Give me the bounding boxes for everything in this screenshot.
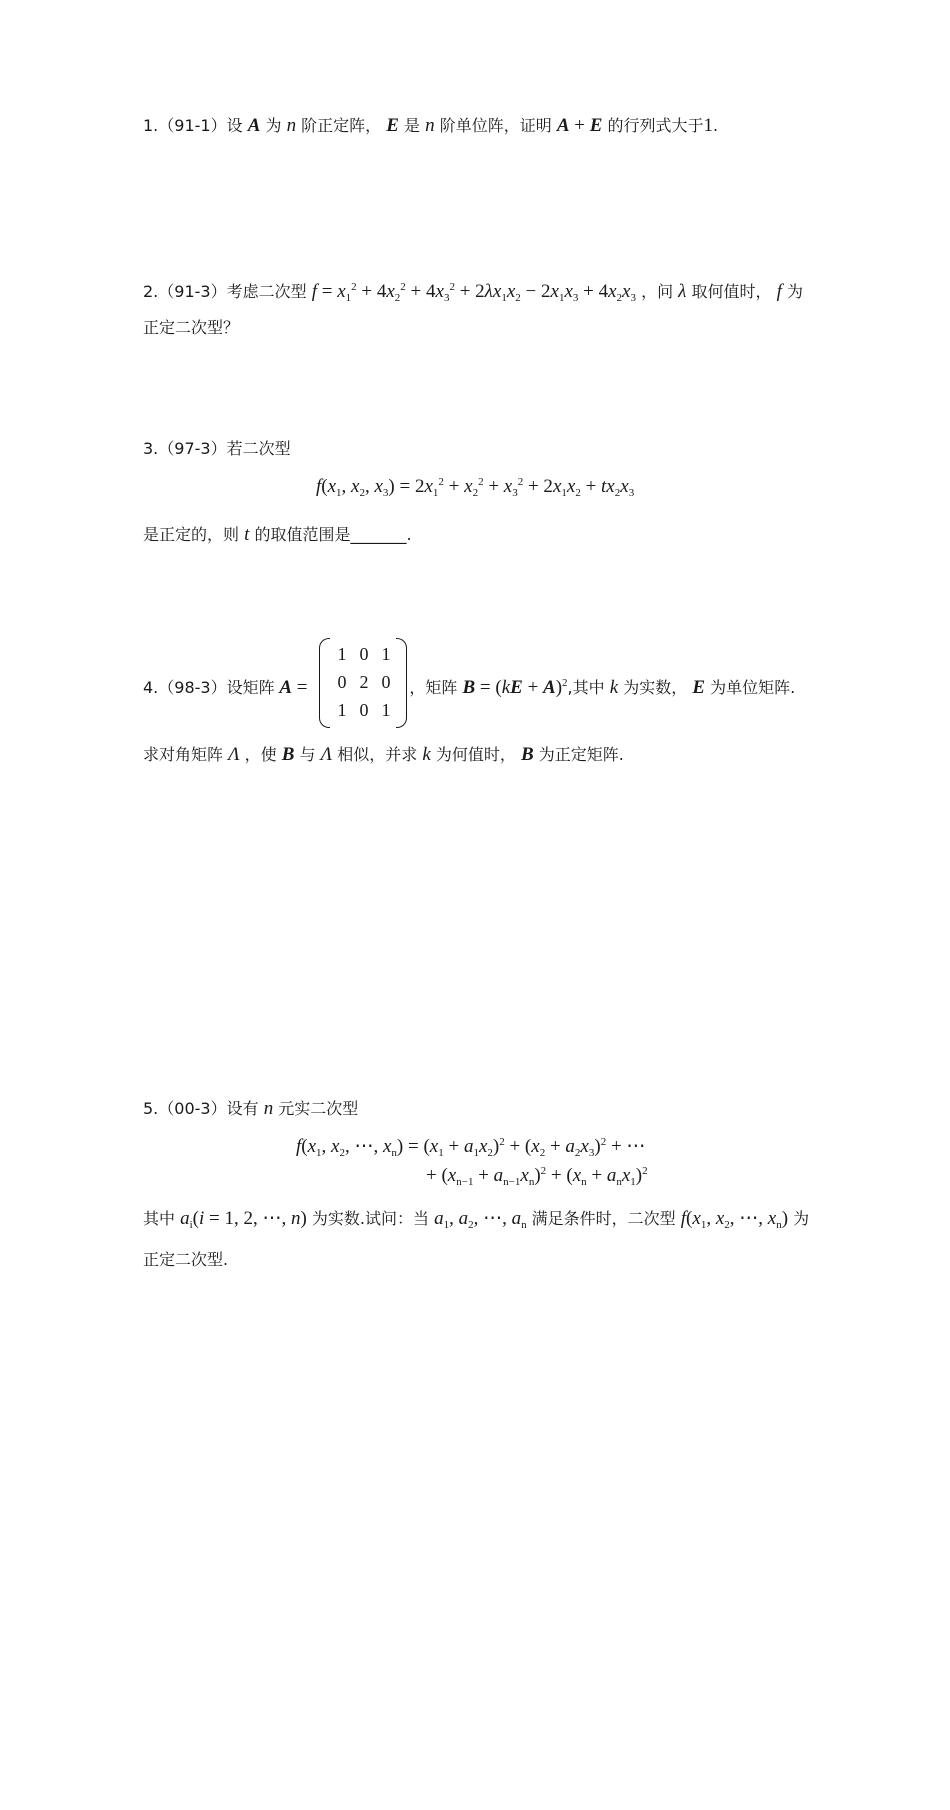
problem-2-line-2: 正定二次型？ bbox=[143, 318, 240, 337]
matrix-cell: 0 bbox=[337, 672, 347, 692]
problem-5-line-1: 5.（00-3）设有 n 元实二次型 bbox=[143, 1098, 359, 1119]
problem-3-line-1 bbox=[143, 437, 291, 461]
matrix-cell: 0 bbox=[381, 672, 391, 692]
problem-5-formula-1: $f(x_1$, $x_2$, ⋯, $x_n) = (x_1 + a_1x_2)^2 + (x_2 + a_2x_3)^2$ + ⋯ bbox=[296, 1136, 646, 1159]
matrix-grid bbox=[331, 640, 397, 724]
problem-2-label: 2.（91-3） bbox=[143, 282, 227, 301]
problem-4-intro: 设矩阵 bbox=[226, 678, 275, 697]
matrix-cell: 1 bbox=[381, 644, 391, 664]
problem-5-line-2: 其中 $a_i(i = 1$, 2, ⋯, n) 为实数.试问：当 $a_1$, $a_2$, ⋯, $a_n$ 满足条件时，二次型 $f(x_1$, $x_2$, ⋯, $x_n$) 为 bbox=[143, 1208, 810, 1231]
problem-2-intro: 考虑二次型 bbox=[226, 282, 307, 301]
problem-3-intro: 若二次型 bbox=[226, 439, 291, 458]
problem-1: 1.（91-1）设 A 为 n 阶正定阵， E 是 n 阶单位阵，证明 A + E 的行列式大于1. bbox=[143, 115, 719, 136]
problem-3-formula: $f(x_1$, $x_2$, $x_3) = 2x_1^2 + x_2^2 + x_3^2 + 2x_1x_2 + tx_2x_3$ bbox=[316, 476, 635, 499]
problem-5-formula-2: + $(x_{n-1} + a_{n-1}x_n)^2 + (x_n + a_nx_1)^2$ bbox=[426, 1165, 648, 1188]
problem-2-line-1: 2.（91-3）考虑二次型 $f = x_1^2 + 4x_2^2 + 4x_3^2 + 2\lambda x_1x_2 - 2x_1x_3 + 4x_2x_3$ ，问 λ 取何值时， f 为 bbox=[143, 281, 803, 304]
problem-4-label: 4.（98-3） bbox=[143, 678, 227, 697]
problem-5-label: 5.（00-3） bbox=[143, 1099, 227, 1118]
matrix-cell: 2 bbox=[359, 672, 369, 692]
problem-4-line-1: 4.（98-3）设矩阵 A = ，矩阵 B = (kE + A)$^2$,其中 k 为实数， E 为单位矩阵. bbox=[143, 677, 796, 698]
matrix-cell: 1 bbox=[381, 700, 391, 720]
matrix-cell: 0 bbox=[359, 700, 369, 720]
left-paren bbox=[319, 638, 330, 728]
matrix-cell: 1 bbox=[337, 644, 347, 664]
problem-3-label: 3.（97-3） bbox=[143, 439, 227, 458]
problem-5-line-3: 正定二次型. bbox=[143, 1250, 229, 1269]
right-paren bbox=[396, 638, 407, 728]
problem-3-line-2: 是正定的，则 t 的取值范围是_______. bbox=[143, 524, 412, 545]
problem-4-line-2: 求对角矩阵 Λ ，使 B 与 Λ 相似，并求 k 为何值时， B 为正定矩阵. bbox=[143, 744, 624, 765]
matrix-cell: 1 bbox=[337, 700, 347, 720]
problem-1-label: 1.（91-1） bbox=[143, 116, 227, 135]
matrix-cell: 0 bbox=[359, 644, 369, 664]
